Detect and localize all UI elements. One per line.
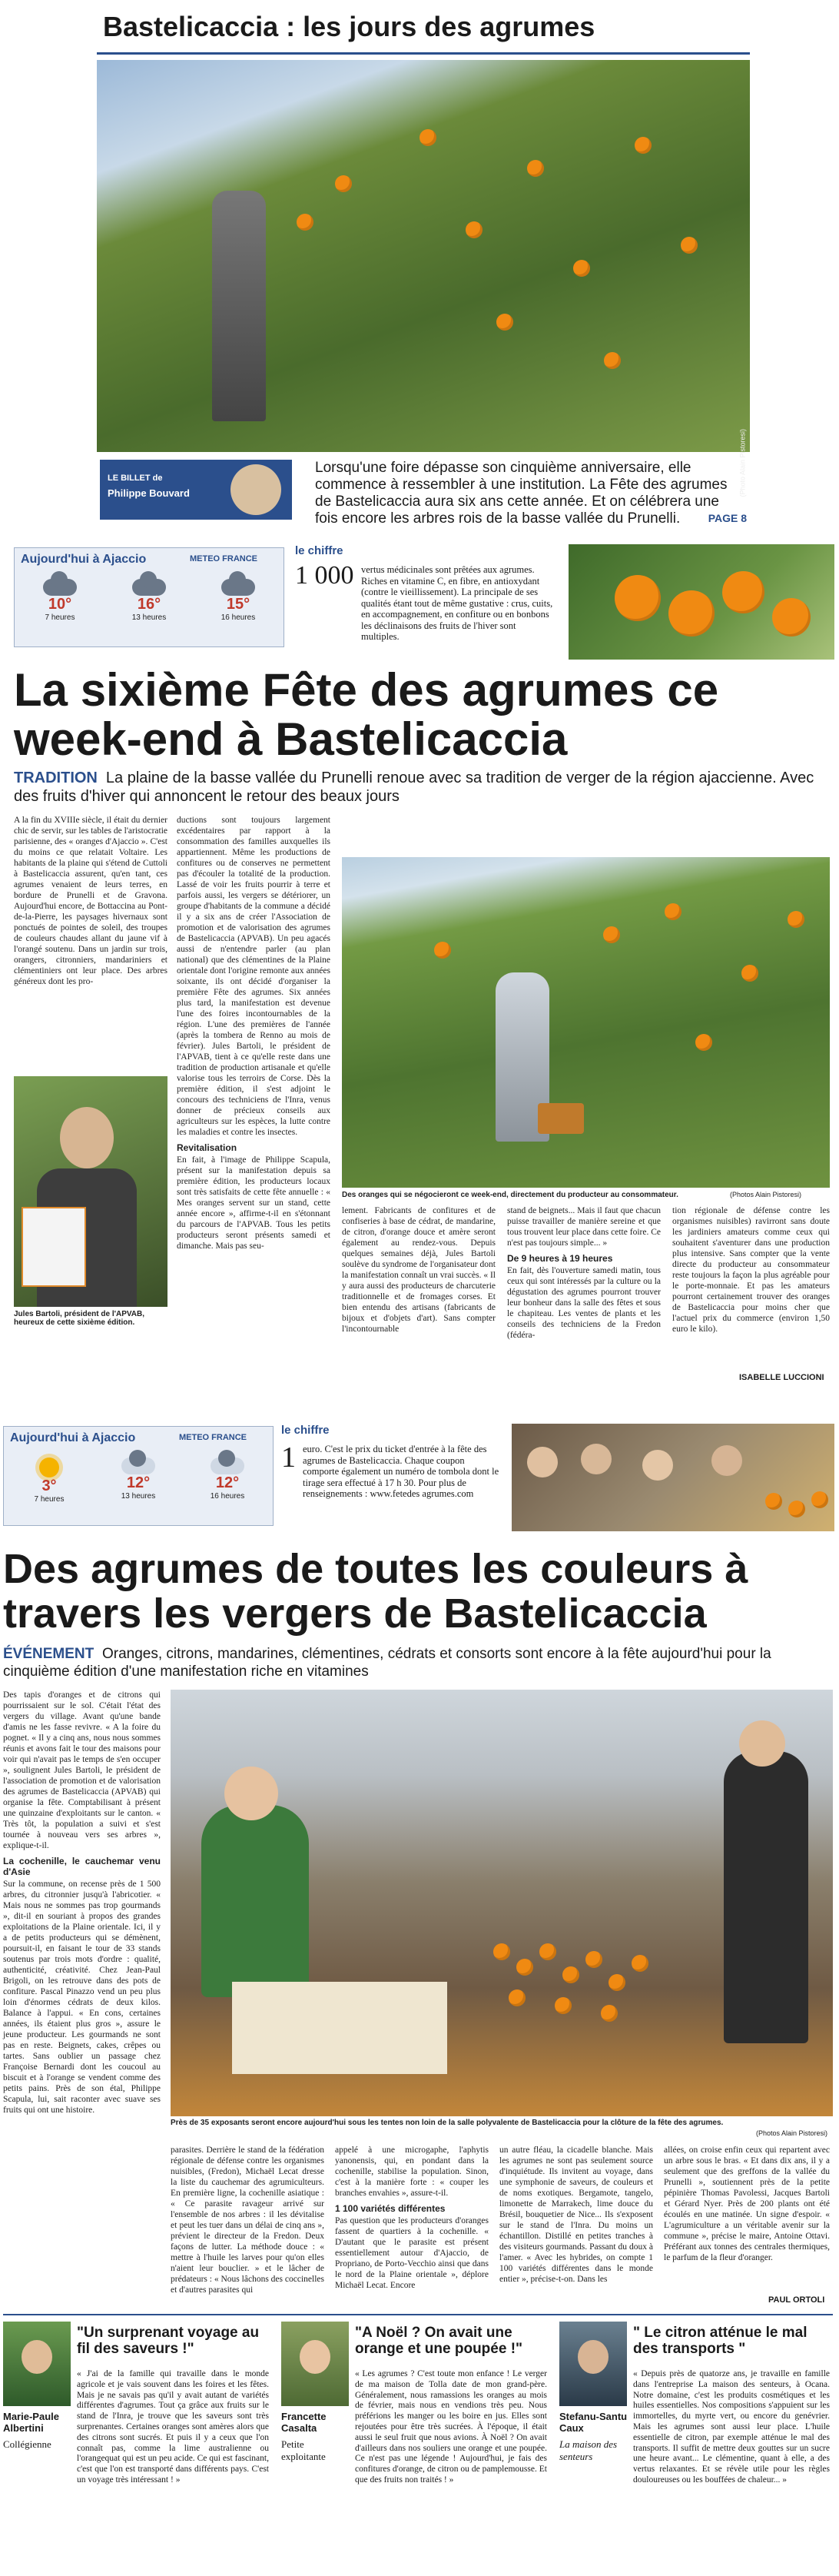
article1-col5: tion régionale de défense contre les organismes nuisibles) ravirront sans doute les jardiniers amateurs comme ceux qui souhaitent s'aventurer dans une production plus intensive. Sans compter que la vente directe du producteur au consommateur reste toujours la façon la plus agréable pour le porte-monnaie. Et pas les amateurs pourront certainement trouver des oranges de Bastelicaccia pour moins cher que l'actuel prix du commerce (environ 1,50 euro le kilo). [672,1206,830,1334]
weather-item: 10° 7 heures [25,579,95,622]
weather-item: 12° 16 heures [193,1458,262,1501]
cloud-rain-icon [43,579,77,596]
header-page-ref: PAGE 8 [708,512,747,524]
quote-title: " Le citron atténue le mal des transports " [633,2325,807,2357]
cloud-rain-icon [132,579,166,596]
article2-kicker: ÉVÉNEMENT [3,1646,95,1662]
weather-item: 15° 16 heures [204,579,273,622]
quote-person-role: Petite exploitante [281,2438,326,2462]
article2-chiffre-text: euro. C'est le prix du ticket d'entrée à la fête des agrumes de Bastelicaccia. Chaque coupon comporte également un numéro de tombola dont le tirage sera effectué à 17 h 30. Pour plus de renseignements : www.fetedes agrumes.com [303,1444,499,1499]
article2-crowd-photo [512,1424,834,1531]
header-clipping [92,0,753,529]
quote-avatar [3,2322,71,2406]
article2-headline: Des agrumes de toutes les couleurs à travers les vergers de Bastelicaccia [3,1546,748,1637]
article1-col3: lement. Fabricants de confitures et de confiseries à base de cédrat, de mandarine, de citron, d'orange douce et amère seront également au rendez-vous. Depuis quelques semaines déjà, Jules Bartoli soulève du syndrome de l'organisateur dont la manifestation connaît un vrai succès. « Il y aura aussi des producteurs de charcuterie traditionnelle et de fromages corses. Et bien entendu des artisans (fabricants de bijoux et d'objets d'art). Sans compter l'incontournable [342,1206,496,1334]
quote-avatar [559,2322,627,2406]
article1-signature: ISABELLE LUCCIONI [739,1373,824,1382]
article1-chiffre-label: le chiffre [295,544,343,557]
cloud-icon [211,1458,244,1474]
article2-col4: un autre fléau, la cicadelle blanche. Mais les agrumes ne sont pas seulement source d'inquiétude. Ils invitent au voyage, dans une symphonie de saveurs, de couleurs et de noms exotiques. Bergamote, tangelo, limonette de Marrakech, lime douce du Brésil, bouquetier de Nice... Ils s'exposent sur le stand de l'Inra. Du moins un échantillon. Distillé en petites tranches à des visiteurs gourmands. Passant du doux à l'amer. « Avec les hybrides, on compte 1 100 variétés différentes dans le monde entier », précise-t-on. Dans les [499,2146,653,2284]
header-intro: Lorsqu'une foire dépasse son cinquième anniversaire, elle commence à ressembler à une institution. La Fête des agrumes de Bastelicaccia aura six ans cette année. Et on célébrera une fois encore les arbres rois de la basse vallée du Prunelli. [315,460,728,527]
weather-provider: METEO FRANCE [179,1433,247,1442]
quote-title: "Un surprenant voyage au fil des saveurs !" [77,2325,260,2357]
article2-photo-caption: Près de 35 exposants seront encore aujourd'hui sous les tentes non loin de la salle polyvalente de Bastelicaccia pour la clôture de la fête des agrumes. [171,2119,724,2127]
cloud-icon [121,1458,155,1474]
quote-card [281,2322,550,2574]
quote-person-name: Francette Casalta [281,2411,327,2434]
article1-standfirst-row [14,769,828,806]
article2-col3: appelé à une microgaphe, l'aphytis yanonensis, qui, en pondant dans la cochenille, stabilise la population. Sinon, c'est à la manière forte : « couper les branches envahies », assure-t-il. 1 100 variétés différentes Pas question que les producteurs d'oranges fassent de quartiers à la cochenille. « D'autant que le parasite est présent essentiellement autour d'Ajaccio, de Propriano, de Porto-Vecchio ainsi que dans le nord de la Plaine orientale », déplore Michaël Lecat. Encore [335,2146,489,2290]
article2-standfirst: Oranges, citrons, mandarines, clémentines, cédrats et consorts sont encore à la fête aujourd'hui pour la cinquième édition d'une manifestation riche en vitamines [3,1646,771,1680]
article1-photo-caption: Des oranges qui se négocieront ce week-end, directement du producteur au consommateur. [342,1191,678,1199]
weather-label: Aujourd'hui à Ajaccio [10,1431,136,1444]
article2-chiffre-label: le chiffre [281,1424,330,1437]
article2-col2: parasites. Derrière le stand de la fédération régionale de défense contre les organismes nuisibles, (Fredon), Michaël Lecat dresse la liste du cauchemar des agrumiculteurs. En première ligne, la cochenille asiatique : « Ce parasite ravageur arrivé sur l'ensemble de nos arbres : il les dévitalise et peut les tuer dans un délai de cinq ans », prévient le directeur de la Fredon. Deux façons de lutter. La méthode douce : « mettre à l'huile les larves pour qu'on elles n'aient leur bouclier. » et le lâcher de prédateurs : « Nous lâchons des coccinelles et d'autres parasites qui [171,2146,324,2295]
quote-text: « J'ai de la famille qui travaille dans le monde agricole et je vais souvent dans les foires et les fêtes. Mais je ne savais pas qu'il y avait autant de variétés différentes d'agrumes. Tout ça grâce aux fruits sur le stand de l'Inra, je trouve que les saveurs sont très surprenantes. Certaines oranges sont amères alors que des citrons sont sucrés. Et puis il y a ceux que l'on connaît pas, comme la lime australienne ou l'orangequat qui est un peu acide. Ce qui est fascinant, c'est que l'on est transporté dans différents pays. C'est un voyage très intéressant ! » [77,2369,269,2485]
quote-title: "A Noël ? On avait une orange et une poupée !" [355,2325,523,2357]
article2-signature: PAUL ORTOLI [768,2295,825,2305]
article1-main-photo [342,857,830,1188]
article1-col1: A la fin du XVIIIe siècle, il était du dernier chic de servir, sur les tables de l'aristocratie parisienne, des « oranges d'Ajaccio ». C'est du moins ce que relatait Voltaire. Les habitants de la plaine qui s'étend de Cuttoli à Bastelicaccia assurent, qu'en tant, ces agrumes venaient de leurs terres, en bordure de Prunelli et de Gravona. Aujourd'hui encore, de Bottaccina au Pont-de-la-Pierre, les paysages hivernaux sont ponctués de pointes de soleil, des troupes de couleurs chaudes allant du jaune vif à l'orangé soutenu. Dans un jardin sur trois, orangers, citronniers, mandariniers et clémentiniers ont leur place. Des arbres généreux dont les pro- [14,816,167,986]
quote-text: « Les agrumes ? C'est toute mon enfance ! Le verger de ma maison de Tolla date de mon grand-père. Généralement, nous ramassions les oranges au mois de février, mais nous en vendions très peu. Nous préférions les manger ou les boire en jus. Elles sont rejoutées pour être très sucrées. À l'époque, il était aussi le seul fruit que nous avions. À Noël ? On avait d'ailleurs dans nos souliers une orange et une poupée. Ce n'est pas une légende ! Aujourd'hui, je fais des confitures d'orange, de citron ou de pamplemousse. Et que des fruits non traités ! » [355,2369,547,2485]
article1-chiffre-text: vertus médicinales sont prêtées aux agrumes. Riches en vitamine C, en fibre, en antioxydant (contre le vieillissement). La principale de ses qualités étant tout de même gustative : crus, cuits, en accompagnement, en confiture ou en bonbons les déclinaisons des fruits de l'hiver sont multiples. [361,564,553,642]
article1-headline: La sixième Fête des agrumes ce week-end à Bastelicaccia [14,664,719,765]
cloud-rain-icon [221,579,255,596]
article2-standfirst-row [3,1645,833,1680]
article2-col1: Des tapis d'oranges et de citrons qui pourrissaient sur le sol. C'était l'état des vergers du village. Avant qu'une bande d'amis ne les fasse revivre. « A la foire du pognet. « Il y a cinq ans, nous nous sommes réunis et avons fait le tour des maisons pour voir qui n'avait pas le temps de s'en occuper », soulignent Jules Bartoli, le président de l'association de promotion et de valorisation des agrumes de Bastelicaccia (APVAB) qui organise la fête. Comptabilisant à présent une quinzaine d'exploitants sur le canton. « Très tôt, la population a suivi et s'est tournée à nouveau vers ses arbres », explique-t-il. La cochenille, le cauchemar venu d'Asie Sur la commune, on recense près de 1 500 arbres, du citronnier jusqu'à l'abricotier. « Mais nous ne sommes pas trop gourmands », dit-il en souriant à propos des grandes exploitations de la Plaine orientale. Ici, il y a de petits producteurs qui se démènent, poursuit-il, en faisant le tour de 33 stands soutenus par trois mots d'ordre : qualité, authenticité, créativité. Chez Jean-Paul Brigoli, on les retrouve dans des pots de confiture. Pascal Pinazzo vend un peu plus loin d'énormes cédrats de deux kilos. Balance à l'appui. « En cons, certaines années, ils étaient plus gros », assure le jeune producteur. Les gourmands ne sont pas en reste. Beignets, cakes, crêpes ou tartes. Sans oublier un passage chez Françoise Bernardi dont les coucoul au biscuit et à l'orange se vendent comme des petits pains. Près de son étal, Philippe Scapula, lui, sait raconter avec suave ses fruits qui ont une histoire. [3,1690,161,2115]
article1-oranges-photo [569,544,834,660]
weather-item: 12° 13 heures [104,1458,173,1501]
article1-chiffre-number: 1 000 [295,561,354,590]
article2-chiffre-number: 1 [281,1441,296,1474]
article2-main-photo [171,1690,833,2116]
article1-kicker: TRADITION [14,769,98,786]
quote-person-role: Collégienne [3,2438,51,2450]
quote-person-name: Marie-Paule Albertini [3,2411,59,2434]
quote-card [3,2322,272,2574]
article1-subhead: Revitalisation [177,1142,237,1153]
picker-figure [212,191,266,421]
article1-subhead: De 9 heures à 19 heures [507,1253,613,1264]
author-avatar [230,464,281,515]
billet-box [100,460,292,520]
quotes-divider [3,2314,833,2315]
quote-card [559,2322,833,2574]
article1-president-photo [14,1076,167,1307]
article1-president-caption: Jules Bartoli, président de l'APVAB, heureux de cette sixième édition. [14,1310,145,1327]
header-photo-credit: (Photo Alain Pistoresi) [739,429,747,497]
weather-item: 3° 7 heures [15,1458,84,1504]
weather-item: 16° 13 heures [114,579,184,622]
article1-col4: stand de beignets... Mais il faut que chacun puisse travailler de manière sereine et que tous trouvent leur place dans cette foire. Ce n'est pas toujours simple... » De 9 heures à 19 heures En fait, dès l'ouverture samedi matin, tous ceux qui sont intéressés par la culture ou la dégustation des agrumes pourront trouver leur bonheur dans la salle des fêtes et sous le chapiteau. Les ventes de plants et les conseils des techniciens de la Fredon (fédéra- [507,1206,661,1340]
article1-photo-credit: (Photos Alain Pistoresi) [730,1191,802,1198]
header-title: Bastelicaccia : les jours des agrumes [103,11,595,42]
article2-subhead: La cochenille, le cauchemar venu d'Asie [3,1856,161,1877]
article2-subhead: 1 100 variétés différentes [335,2203,446,2214]
sun-icon [39,1458,59,1477]
quote-avatar [281,2322,349,2406]
weather-provider: METEO FRANCE [190,554,257,563]
article2-col5: allées, on croise enfin ceux qui repartent avec un arbre sous le bras. « Et dans dix ans, il y a seulement que des greffons de la vallée du Prunelli », soutiennent près de la petite pépinière Thomas Pavolessi, Jacques Bartoli et Gérard Nyer. Près de 200 plants ont été écoulés en une matinée. Un signe d'espoir. « L'agrumiculture a un véritable avenir sur la commune », précise le maire, Antoine Ottavi. Préférant aux tonnes des centrales thermiques, le parfum de la fleur d'oranger. [664,2146,830,2262]
quote-text: « Depuis près de quatorze ans, je travaille en famille dans l'entreprise La maison des senteurs, à Ocana. Notre domaine, c'est les produits cosmétiques et les huiles essentielles. Nos compositions s'appuient sur les immortelles, du myrte vert, ou encore du genévrier. Mais les agrumes sont aussi leur place. L'huile essentielle de citron, par exemple atténue le mal des transports. Il suffit de mettre deux gouttes sur un sucre une heure avant... Le clémentine, quant à elle, a des vertus relaxantes. Et se révèle utile pour les règles douloureuses ou les bouffées de chaleur... » [633,2369,830,2485]
header-title-bar [97,8,750,55]
quote-person-name: Stefanu-Santu Caux [559,2411,628,2434]
article1-weather [14,547,284,647]
article2-weather [3,1426,274,1526]
article1-standfirst: La plaine de la basse vallée du Prunelli renoue avec sa tradition de verger de la région ajaccienne. Avec des fruits d'hiver qui annoncent le retour des beaux jours [14,769,814,805]
billet-author: Philippe Bouvard [108,487,190,499]
billet-label: LE BILLET de [108,474,163,483]
article1-col2: ductions sont toujours largement excédentaires par rapport à la consommation des familles auxquelles ils appartiennent. Même les productions de confitures ou de conserves ne permettent pas d'écouler la totalité de la production. Lassé de voir les fruits pourrir à terre et parfois aussi, les vergers se détériorer, un groupe d'habitants de la commune a décidé il y a six ans de créer l'Association de promotion et de valorisation des agrumes de Bastelicaccia (APVAB). Un peu agacés aussi de n'entendre parler (au plan national) que des clémentines de la Plaine orientale dont l'origine remonte aux années soixante, ils ont décidé d'organiser la première Fête des agrumes. Six années plus tard, la manifestation est devenue l'une des foires incontournables de la région. L'une des premières de l'année (après la tombera de Renno au mois de février). Jules Bartoli, le président de l'APVAB, tient à ce qu'elle reste dans une tradition de production artisanale et qu'elle valorise tous les terroirs de Corse. Dès la première édition, il s'est adjoint le concours des techniciens de l'Inra, venus donner de précieux conseils aux agriculteurs sur les espèces, la lutte contre les maladies et contre les insectes. Revitalisation En fait, à l'image de Philippe Scapula, présent sur la manifestation depuis sa première édition, les producteurs locaux sont très satisfaits de cette fête annuelle : « Mes oranges servent sur un stand, cette année encore », affirme-t-il en s'étonnant du parcours de l'APVAB. Tous les petits producteurs seront présents samedi et dimanche. Mais pas seu- [177,816,330,1251]
article2-photo-credit: (Photos Alain Pistoresi) [756,2129,828,2137]
quote-person-role: La maison des senteurs [559,2438,618,2462]
weather-label: Aujourd'hui à Ajaccio [21,553,147,566]
